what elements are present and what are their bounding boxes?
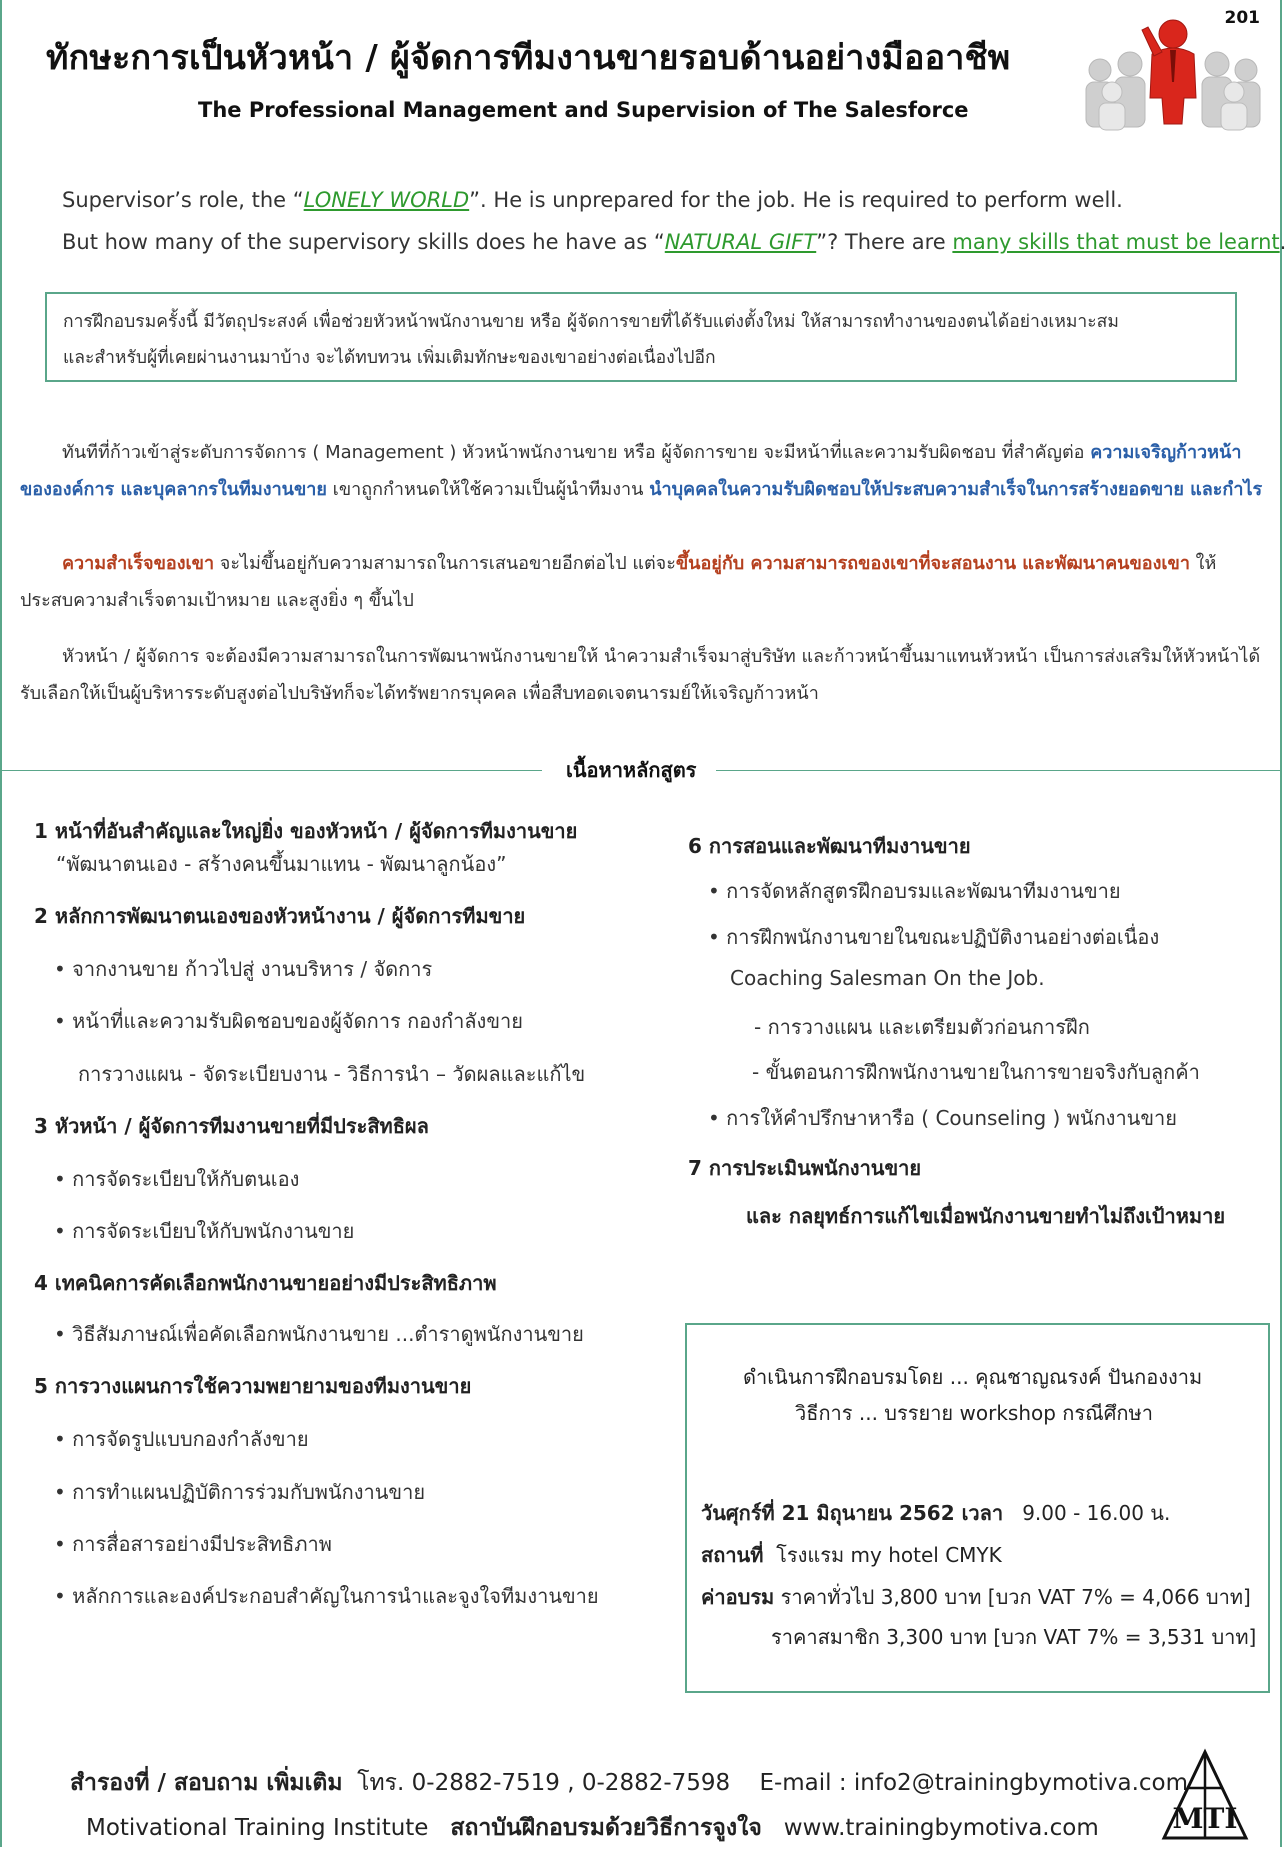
trainer-line: ดำเนินการฝึกอบรมโดย ... คุณชาญณรงค์ ปันกองงาม — [743, 1365, 1203, 1389]
paragraph-success: ความสำเร็จของเขา จะไม่ขึ้นอยู่กับความสามารถในการเสนอขายอีกต่อไป แต่จะขึ้นอยู่กับ ความสามารถของเขาที่จะสอนงาน และพัฒนาคนของเขา ให้ประสบความสำเร็จตามเป้าหมาย และสูงยิ่ง ๆ ขึ้นไป — [20, 553, 1217, 611]
list-item-detail: - ขั้นตอนการฝึกพนักงานขายในการขายจริงกับลูกค้า — [752, 1060, 1200, 1084]
objective-line-1: การฝึกอบรมครั้งนี้ มีวัตถุประสงค์ เพื่อช่วยหัวหน้าพนักงานขาย หรือ ผู้จัดการขายที่ได้รับแต่งตั้งใหม่ ให้สามารถทำงานของตนได้อย่างเหมาะสม — [63, 312, 1119, 332]
footer-org-en: Motivational Training Institute — [86, 1815, 429, 1841]
logo-text: MTI — [1172, 1802, 1238, 1835]
list-item: • การฝึกพนักงานขายในขณะปฏิบัติงานอย่างต่อเนื่อง — [708, 925, 1160, 949]
section-5-heading: 5 การวางแผนการใช้ความพยายามของทีมงานขาย — [34, 1374, 472, 1398]
section-7-heading: 7 การประเมินพนักงานขาย — [688, 1156, 922, 1180]
section-1-quote: “พัฒนาตนเอง - สร้างคนขึ้นมาแทน - พัฒนาลูกน้อง” — [56, 852, 507, 876]
paragraph-development: หัวหน้า / ผู้จัดการ จะต้องมีความสามารถในการพัฒนาพนักงานขายให้ นำความสำเร็จมาสู่บริษัท และก้าวหน้าขึ้นมาแทนหัวหน้า เป็นการส่งเสริมให้หัวหน้าได้รับเลือกให้เป็นผู้บริหารระดับสูงต่อไปบริษัทก็จะได้ทรัพยากรบุคคล เพื่อสืบทอดเจตนารมย์ให้เจริญก้าวหน้า — [20, 646, 1261, 704]
footer-contact-line — [70, 1765, 1188, 1801]
natural-gift-highlight: NATURAL GIFT — [664, 230, 817, 254]
footer-email[interactable]: E-mail : info2@trainingbymotiva.com — [759, 1770, 1189, 1796]
page-title: ทักษะการเป็นหัวหน้า / ผู้จัดการทีมงานขายรอบด้านอย่างมืออาชีพ — [46, 38, 1011, 78]
section-6-heading: 6 การสอนและพัฒนาทีมงานขาย — [688, 834, 971, 858]
date-line: วันศุกร์ที่ 21 มิถุนายน 2562 เวลา 9.00 - 16.00 น. — [701, 1501, 1171, 1525]
paragraph-management: ทันทีที่ก้าวเข้าสู่ระดับการจัดการ ( Management ) หัวหน้าพนักงานขาย หรือ ผู้จัดการขาย จะมีหน้าที่และความรับผิดชอบ ที่สำคัญต่อ ความเจริญก้าวหน้าขององค์การ และบุคลากรในทีมงานขาย เขาถูกกำหนดให้ใช้ความเป็นผู้นำทีมงาน นำบุคคลในความรับผิดชอบให้ประสบความสำเร็จในการสร้างยอดขาย และกำไร — [20, 442, 1263, 500]
venue-value: โรงแรม my hotel CMYK — [776, 1543, 1002, 1567]
list-item: • การจัดหลักสูตรฝึกอบรมและพัฒนาทีมงานขาย — [708, 879, 1121, 903]
list-item: • วิธีสัมภาษณ์เพื่อคัดเลือกพนักงานขาย ...ตำราดูพนักงานขาย — [54, 1322, 584, 1346]
list-item: • จากงานขาย ก้าวไปสู่ งานบริหาร / จัดการ — [54, 957, 433, 981]
lonely-world-highlight: LONELY WORLD — [303, 188, 470, 212]
section-7-detail: และ กลยุทธ์การแก้ไขเมื่อพนักงานขายทำไม่ถึงเป้าหมาย — [746, 1204, 1226, 1228]
section-4-heading: 4 เทคนิคการคัดเลือกพนักงานขายอย่างมีประสิทธิภาพ — [34, 1271, 497, 1295]
objective-box — [45, 292, 1237, 382]
list-item: • การให้คำปรึกษาหารือ ( Counseling ) พนักงานขาย — [708, 1106, 1177, 1130]
intro-line-1: Supervisor’s role, the “LONELY WORLD”. He is unprepared for the job. He is required to perform well. — [62, 188, 1123, 212]
course-heading: เนื้อหาหลักสูตร — [560, 754, 702, 786]
list-item: • การสื่อสารอย่างมีประสิทธิภาพ — [54, 1532, 332, 1556]
skills-highlight: many skills that must be learnt — [952, 230, 1280, 254]
time-value: 9.00 - 16.00 น. — [1022, 1501, 1171, 1525]
mti-logo — [1160, 1748, 1250, 1843]
footer-org-th: สถาบันฝึกอบรมด้วยวิธีการจูงใจ — [450, 1815, 762, 1841]
list-item: • หน้าที่และความรับผิดชอบของผู้จัดการ กองกำลังขาย — [54, 1009, 523, 1033]
list-item: • การจัดระเบียบให้กับตนเอง — [54, 1167, 300, 1191]
list-item-detail: - การวางแผน และเตรียมตัวก่อนการฝึก — [754, 1015, 1090, 1039]
fee-general: ราคาทั่วไป 3,800 บาท [บวก VAT 7% = 4,066 บาท] — [780, 1585, 1251, 1609]
list-item-detail: การวางแผน - จัดระเบียบงาน - วิธีการนำ – วัดผลและแก้ไข — [78, 1062, 586, 1086]
intro-line-2: But how many of the supervisory skills does he have as “NATURAL GIFT”? There are many skills that must be learnt. — [62, 230, 1286, 254]
fee-member: ราคาสมาชิก 3,300 บาท [บวก VAT 7% = 3,531 บาท] — [771, 1625, 1257, 1649]
section-3-heading: 3 หัวหน้า / ผู้จัดการทีมงานขายที่มีประสิทธิผล — [34, 1114, 429, 1138]
training-info-box — [685, 1323, 1270, 1693]
list-item-detail: Coaching Salesman On the Job. — [730, 966, 1045, 990]
list-item: • การจัดรูปแบบกองกำลังขาย — [54, 1427, 309, 1451]
footer-phone: โทร. 0-2882-7519 , 0-2882-7598 — [357, 1770, 731, 1796]
page-number: 201 — [1224, 8, 1260, 28]
section-1-heading: 1 หน้าที่อันสำคัญและใหญ่ยิ่ง ของหัวหน้า / ผู้จัดการทีมงานขาย — [34, 819, 578, 843]
page-subtitle: The Professional Management and Supervision of The Salesforce — [198, 98, 969, 122]
list-item: • การทำแผนปฏิบัติการร่วมกับพนักงานขาย — [54, 1480, 426, 1504]
method-line: วิธีการ ... บรรยาย workshop กรณีศึกษา — [795, 1401, 1153, 1425]
list-item: • หลักการและองค์ประกอบสำคัญในการนำและจูงใจทีมงานขาย — [54, 1584, 599, 1608]
footer-org-line — [86, 1810, 1099, 1846]
team-leader-illustration — [1082, 12, 1262, 130]
footer-website[interactable]: www.trainingbymotiva.com — [783, 1815, 1099, 1841]
list-item: • การจัดระเบียบให้กับพนักงานขาย — [54, 1219, 355, 1243]
section-2-heading: 2 หลักการพัฒนาตนเองของหัวหน้างาน / ผู้จัดการทีมขาย — [34, 904, 526, 928]
venue-line: สถานที่ โรงแรม my hotel CMYK — [701, 1543, 1002, 1567]
objective-line-2: และสำหรับผู้ที่เคยผ่านงานมาบ้าง จะได้ทบทวน เพิ่มเติมทักษะของเขาอย่างต่อเนื่องไปอีก — [63, 348, 716, 368]
footer-label: สำรองที่ / สอบถาม เพิ่มเติม — [70, 1770, 343, 1796]
fee-line: ค่าอบรม ราคาทั่วไป 3,800 บาท [บวก VAT 7% = 4,066 บาท] — [701, 1585, 1251, 1609]
